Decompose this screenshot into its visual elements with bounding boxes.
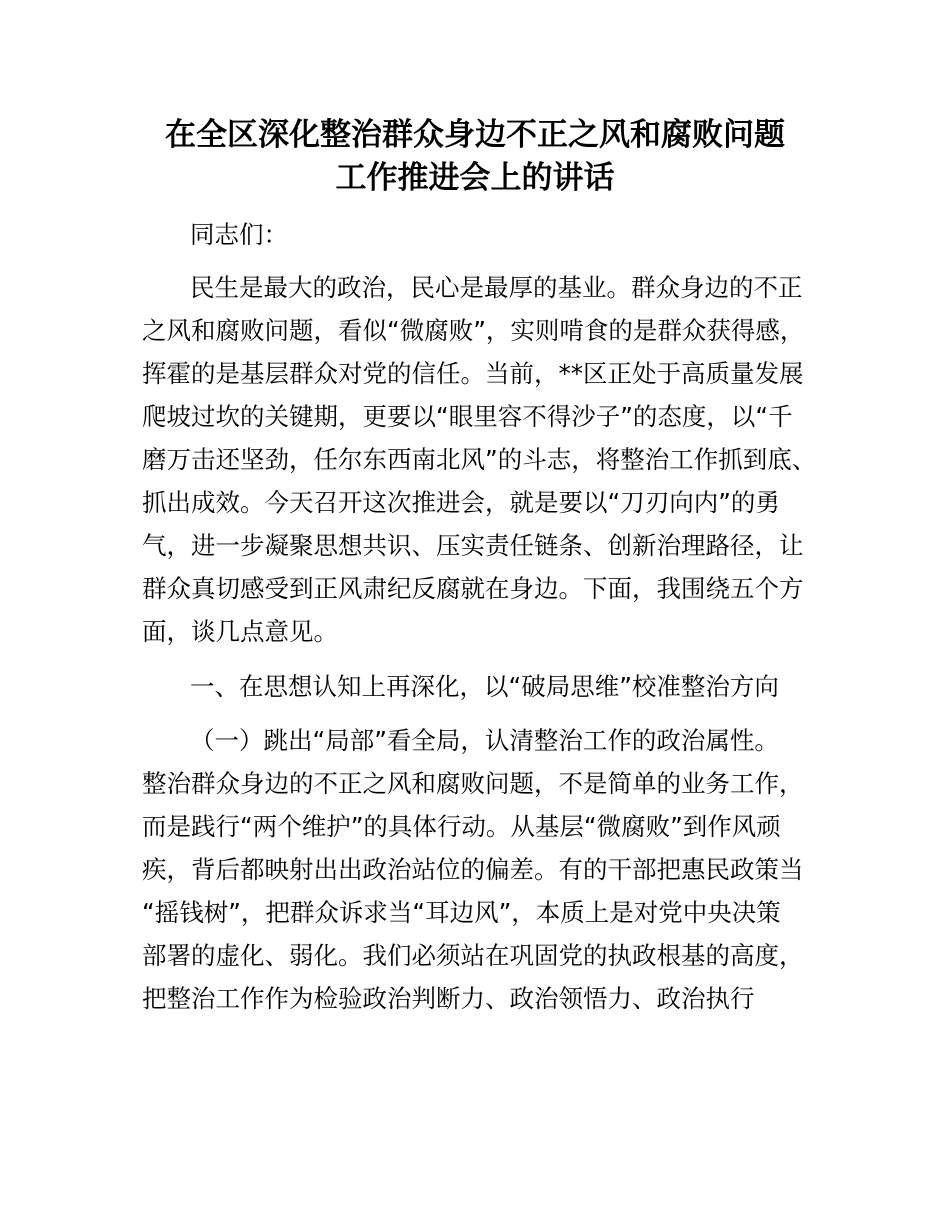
subsection-line-5: “摇钱树”，把群众诉求当“耳边风”，本质上是对党中央决策 bbox=[142, 898, 781, 927]
intro-line-7: 气，进一步凝聚思想共识、压实责任链条、创新治理路径，让 bbox=[142, 531, 804, 560]
subsection-line-3: 而是践行“两个维护”的具体行动。从基层“微腐败”到作风顽 bbox=[142, 812, 781, 841]
intro-line-5: 磨万击还坚劲，任尔东西南北风”的斗志，将整治工作抓到底、 bbox=[142, 445, 817, 474]
document-title-line-2: 工作推进会上的讲话 bbox=[335, 160, 615, 196]
section-heading-1: 一、在思想认知上再深化，以“破局思维”校准整治方向 bbox=[190, 672, 779, 701]
subsection-line-1: （一）跳出“局部”看全局，认清整治工作的政治属性。 bbox=[190, 726, 779, 755]
subsection-line-6: 部署的虚化、弱化。我们必须站在巩固党的执政根基的高度， bbox=[142, 941, 804, 970]
document-title-line-1: 在全区深化整治群众身边不正之风和腐败问题 bbox=[165, 117, 785, 153]
intro-line-2: 之风和腐败问题，看似“微腐败”，实则啃食的是群众获得感， bbox=[142, 316, 805, 345]
intro-line-9: 面，谈几点意见。 bbox=[142, 617, 338, 646]
intro-line-1: 民生是最大的政治，民心是最厚的基业。群众身边的不正 bbox=[190, 273, 803, 302]
intro-line-8: 群众真切感受到正风肃纪反腐就在身边。下面，我围绕五个方 bbox=[142, 574, 804, 603]
intro-line-6: 抓出成效。今天召开这次推进会，就是要以“刀刃向内”的勇 bbox=[142, 488, 780, 517]
intro-line-3: 挥霍的是基层群众对党的信任。当前，**区正处于高质量发展 bbox=[142, 359, 804, 388]
salutation: 同志们： bbox=[190, 220, 288, 249]
subsection-line-2: 整治群众身边的不正之风和腐败问题，不是简单的业务工作， bbox=[142, 769, 804, 798]
subsection-line-7: 把整治工作作为检验政治判断力、政治领悟力、政治执行 bbox=[142, 984, 755, 1013]
intro-line-4: 爬坡过坎的关键期，更要以“眼里容不得沙子”的态度，以“千 bbox=[142, 402, 793, 431]
subsection-line-4: 疾，背后都映射出出政治站位的偏差。有的干部把惠民政策当 bbox=[142, 855, 804, 884]
